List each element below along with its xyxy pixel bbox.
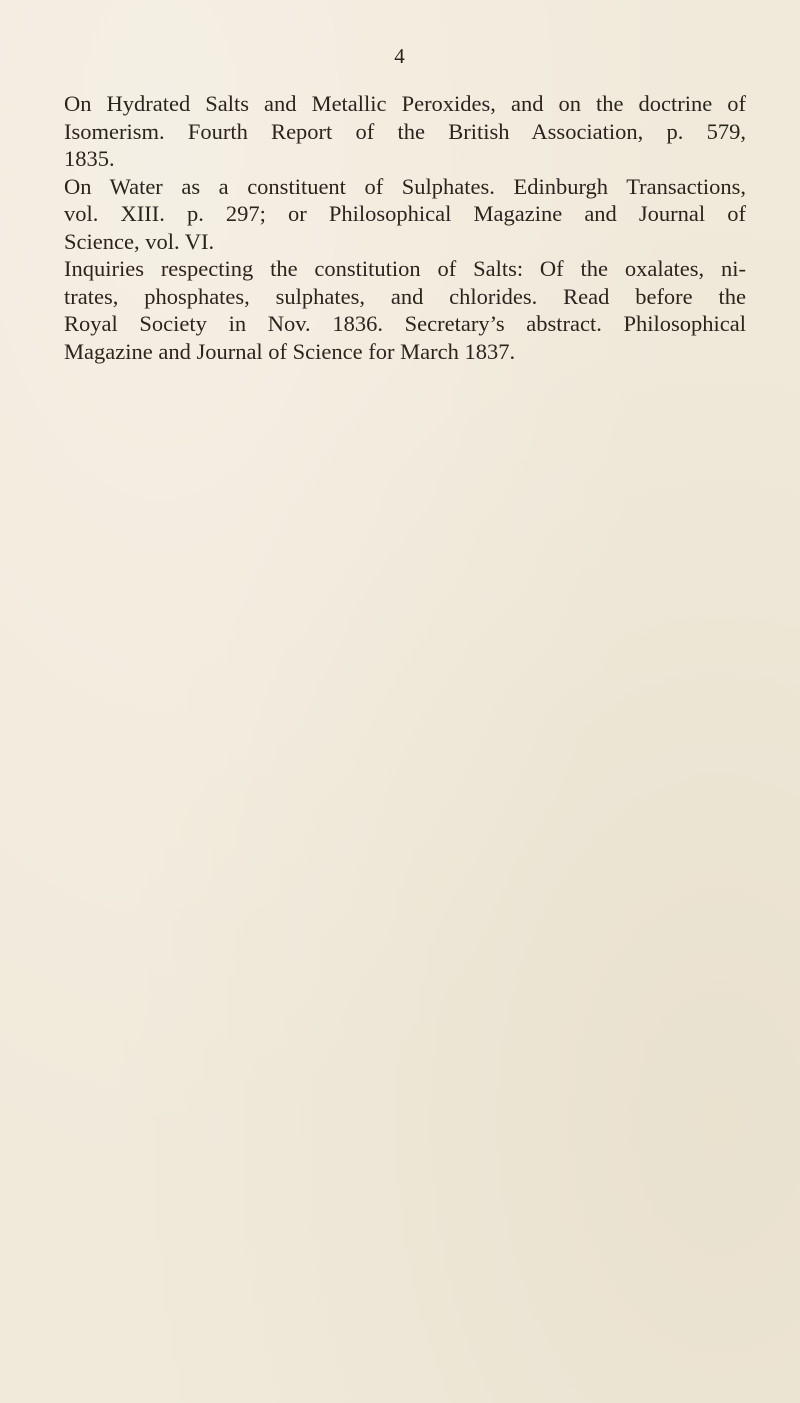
page-number: 4 [394,44,406,68]
entry-line: On Water as a constituent of Sulphates. Edinburgh Transactions, [64,173,746,199]
entry-line: vol. XIII. p. 297; or Philosophical Magazine and Journal of [64,201,746,226]
entry-line: Inquiries respecting the constitution of Salts: Of the oxalates, ni- [64,256,746,281]
entry-line: Royal Society in Nov. 1836. Secretary’s abstract. Philosophical [64,311,746,336]
entry-line: Science, vol. VI. [64,228,215,254]
bibliography-entry-hydrated-salts [64,90,746,173]
entry-line: Isomerism. Fourth Report of the British Association, p. 579, [64,118,746,144]
entry-line: trates, phosphates, sulphates, and chlorides. Read before the [64,283,746,309]
entry-line: On Hydrated Salts and Metallic Peroxides, and on the doctrine of [64,91,746,116]
bibliography-list [64,90,746,365]
entry-line: Magazine and Journal of Science for March 1837. [64,338,516,364]
entry-line: 1835. [64,146,115,171]
bibliography-entry-water-sulphates [64,173,746,256]
bibliography-entry-constitution-of-salts [64,255,746,365]
